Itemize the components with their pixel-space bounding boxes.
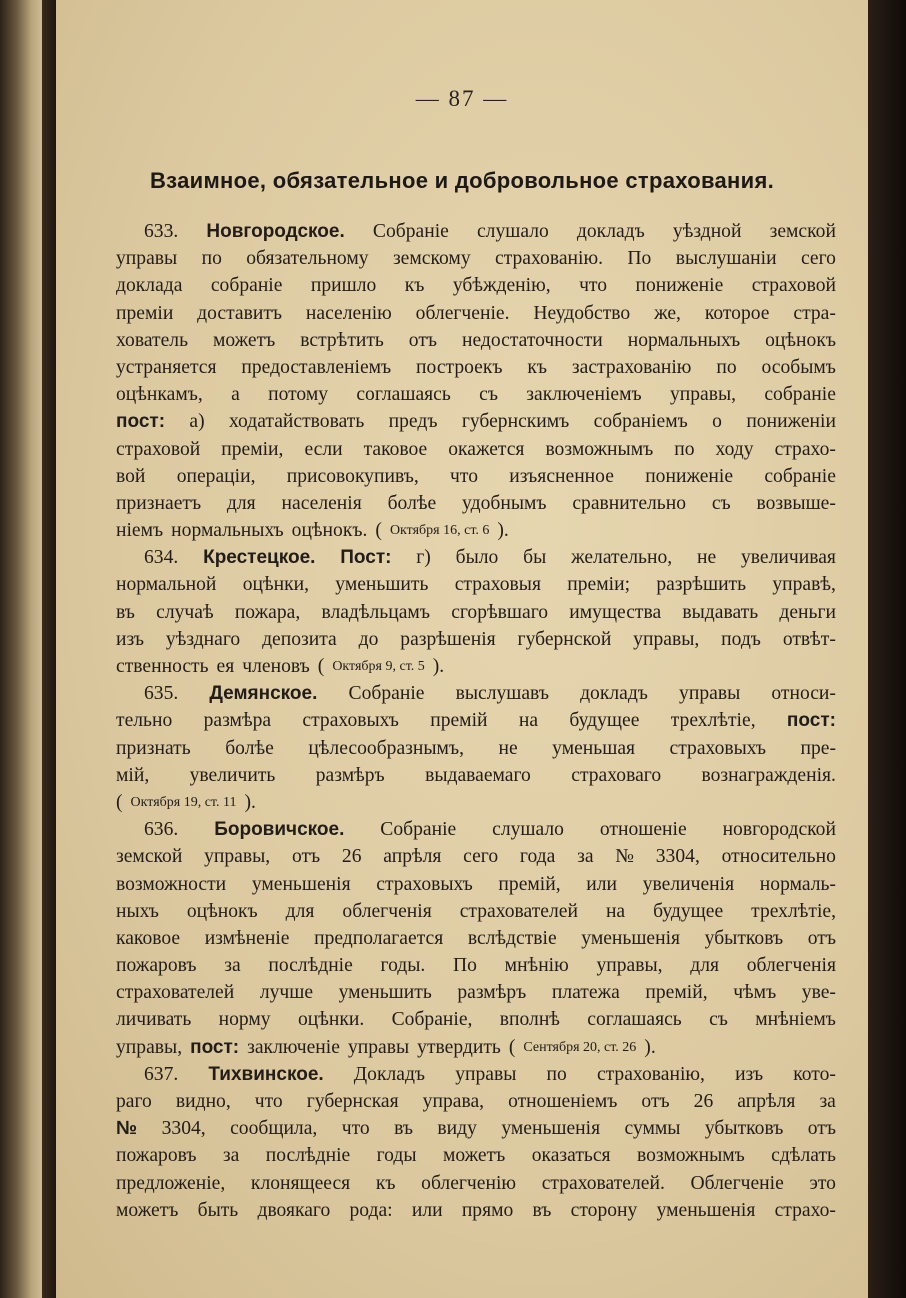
text-line: 636. Боровичское. Собраніе слушало отношеніе новгородской	[144, 819, 836, 841]
text-line: изъ уѣзднаго депозита до разрѣшенія губернской управы, подъ отвѣт-	[116, 628, 836, 650]
text-line: № 3304, сообщила, что въ виду уменьшенія суммы убытковъ отъ	[116, 1118, 836, 1140]
text-line: страховой преміи, если таковое окажется возможнымъ по ходу страхо-	[116, 438, 836, 460]
text-line: въ случаѣ пожара, владѣльцамъ сгорѣвшаго имущества выдавать деньги	[116, 601, 836, 623]
text-line: нормальной оцѣнки, уменьшить страховыя преміи; разрѣшить управѣ,	[116, 574, 836, 596]
page-number: — 87 —	[415, 86, 509, 111]
text-line: оцѣнкамъ, а потому соглашаясь съ заключеніемъ управы, собраніе	[116, 384, 836, 406]
section-heading: Взаимное, обязательное и добровольное страхования.	[149, 168, 775, 193]
book-right-edge	[868, 0, 906, 1298]
text-line: ( Октября 19, ст. 11 ).	[116, 791, 256, 813]
text-line: пожаровъ за послѣдніе годы. По мнѣнію управы, для облегченія	[116, 955, 836, 977]
text-line: ственность ея членовъ ( Октября 9, ст. 5 ).	[116, 656, 445, 677]
text-line: раго видно, что губернская управа, отношеніемъ отъ 26 апрѣля за	[116, 1091, 836, 1112]
text-line: ніемъ нормальныхъ оцѣнокъ. ( Октября 16, ст. 6 ).	[116, 520, 509, 542]
book-gutter	[42, 0, 56, 1298]
text-line: преміи доставитъ населенію облегченіе. Неудобство же, которое стра-	[116, 302, 836, 324]
text-line: каковое измѣненіе предполагается вслѣдствіе уменьшенія убытковъ отъ	[116, 927, 836, 949]
text-line: земской управы, отъ 26 апрѣля сего года за № 3304, относительно	[116, 846, 836, 868]
body-text	[116, 218, 836, 1224]
text-line: признать болѣе цѣлесообразнымъ, не уменьшая страховыхъ пре-	[116, 737, 836, 759]
text-line: возможности уменьшенія страховыхъ премій, или увеличенія нормаль-	[116, 873, 836, 895]
text-line: 635. Демянское. Собраніе выслушавъ докладъ управы относи-	[144, 683, 836, 705]
text-line: страхователей лучше уменьшить размѣръ платежа премій, чѣмъ уве-	[116, 982, 836, 1004]
text-line: управы, пост: заключеніе управы утвердить ( Сентября 20, ст. 26 ).	[116, 1036, 656, 1058]
text-line: тельно размѣра страховыхъ премій на будущее трехлѣтіе, пост:	[116, 710, 836, 732]
text-line: вой операціи, присовокупивъ, что изъясненное пониженіе собраніе	[116, 465, 836, 487]
text-line: хователь можетъ встрѣтить отъ недостаточности нормальныхъ оцѣнокъ	[116, 329, 836, 351]
text-line: доклада собраніе пришло къ убѣжденію, что пониженіе страховой	[116, 275, 836, 297]
book-page	[56, 0, 868, 1298]
text-line: личивать норму оцѣнки. Собраніе, вполнѣ соглашаясь съ мнѣніемъ	[116, 1009, 836, 1031]
text-line: предложеніе, клонящееся къ облегченію страхователей. Облегченіе это	[116, 1172, 836, 1194]
text-line: 634. Крестецкое. Пост: г) было бы желательно, не увеличивая	[144, 547, 836, 569]
text-line: ныхъ оцѣнокъ для облегченія страхователей на будущее трехлѣтіе,	[116, 900, 836, 922]
text-line: пост: а) ходатайствовать предъ губернскимъ собраніемъ о пониженіи	[116, 411, 836, 433]
text-line: можетъ быть двоякаго рода: или прямо въ сторону уменьшенія страхо-	[116, 1199, 836, 1221]
text-line: признаетъ для населенія болѣе удобнымъ сравнительно съ возвыше-	[116, 492, 836, 514]
text-line: управы по обязательному земскому страхованію. По выслушаніи сего	[116, 248, 836, 270]
book-left-edge	[0, 0, 42, 1298]
text-line: мій, увеличить размѣръ выдаваемаго страховаго вознагражденія.	[116, 764, 836, 786]
text-line: 637. Тихвинское. Докладъ управы по страхованію, изъ кото-	[144, 1063, 836, 1085]
text-line: пожаровъ за послѣдніе годы можетъ оказаться возможнымъ сдѣлать	[116, 1145, 836, 1167]
text-line: 633. Новгородское. Собраніе слушало докладъ уѣздной земской	[144, 221, 836, 242]
text-line: устраняется предоставленіемъ построекъ къ застрахованію по особымъ	[116, 356, 836, 378]
